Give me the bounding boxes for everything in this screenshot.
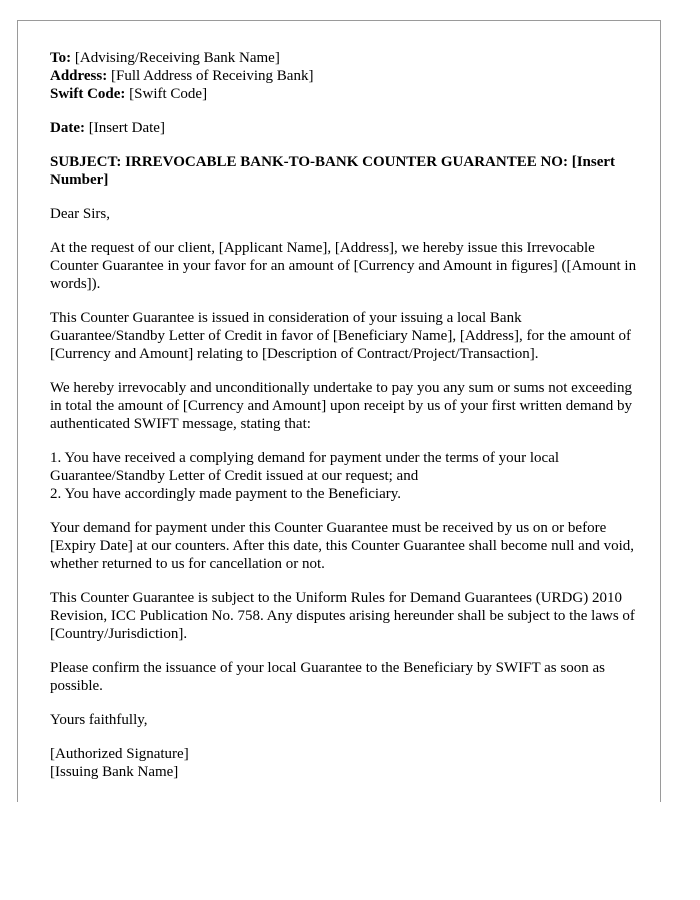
letter-page — [17, 20, 661, 802]
closing: Yours faithfully, — [50, 712, 148, 728]
paragraph-rules: This Counter Guarantee is subject to the Uniform Rules for Demand Guarantees (URDG) 2010 Revision, ICC Publication No. 758. Any disputes arising hereunder shall be subject to the laws of [Country/Jurisdiction]. — [50, 590, 635, 642]
address-value: [Full Address of Receiving Bank] — [107, 68, 314, 84]
condition-item-2: 2. You have accordingly made payment to the Beneficiary. — [50, 486, 402, 502]
signature-line-2: [Issuing Bank Name] — [50, 764, 179, 780]
salutation: Dear Sirs, — [50, 206, 110, 222]
subject-line — [50, 153, 640, 189]
date-value: [Insert Date] — [84, 120, 165, 136]
recipient-address — [50, 67, 640, 85]
paragraph-undertaking: We hereby irrevocably and unconditionally undertake to pay you any sum or sums not exceeding in total the amount of [Currency and Amount] upon receipt by us of your first written demand by authenticated SWIFT message, stating that: — [50, 380, 632, 432]
letter-content — [50, 49, 640, 781]
to-label: To: — [50, 50, 72, 66]
paragraph-expiry: Your demand for payment under this Counter Guarantee must be received by us on or before [Expiry Date] at our counters. After this date, this Counter Guarantee shall become null and void, whether returned to us for cancellation or not. — [50, 520, 634, 572]
condition-item-1: 1. You have received a complying demand for payment under the terms of your local Guarantee/Standby Letter of Credit issued at our request; and — [50, 450, 560, 484]
paragraph-consideration: This Counter Guarantee is issued in consideration of your issuing a local Bank Guarantee/Standby Letter of Credit in favor of [Beneficiary Name], [Address], for the amount of [Currency and Amount] relating to [Description of Contract/Project/Transaction]. — [50, 310, 632, 362]
recipient-swift — [50, 85, 640, 103]
address-label: Address: — [50, 68, 108, 84]
swift-value: [Swift Code] — [125, 86, 208, 102]
date-line — [50, 119, 640, 137]
signature-block — [50, 745, 640, 781]
signature-line-1: [Authorized Signature] — [50, 746, 189, 762]
swift-label: Swift Code: — [50, 86, 126, 102]
recipient-block — [50, 49, 640, 103]
paragraph-request: At the request of our client, [Applicant Name], [Address], we hereby issue this Irrevocable Counter Guarantee in your favor for an amount of [Currency and Amount in figures] ([Amount in words]). — [50, 240, 637, 292]
paragraph-confirm: Please confirm the issuance of your local Guarantee to the Beneficiary by SWIFT as soon as possible. — [50, 660, 605, 694]
to-value: [Advising/Receiving Bank Name] — [71, 50, 280, 66]
recipient-to — [50, 49, 640, 67]
conditions-list — [50, 449, 640, 503]
subject-text: SUBJECT: IRREVOCABLE BANK-TO-BANK COUNTER GUARANTEE NO: [Insert Number] — [50, 154, 616, 188]
date-label: Date: — [50, 120, 85, 136]
